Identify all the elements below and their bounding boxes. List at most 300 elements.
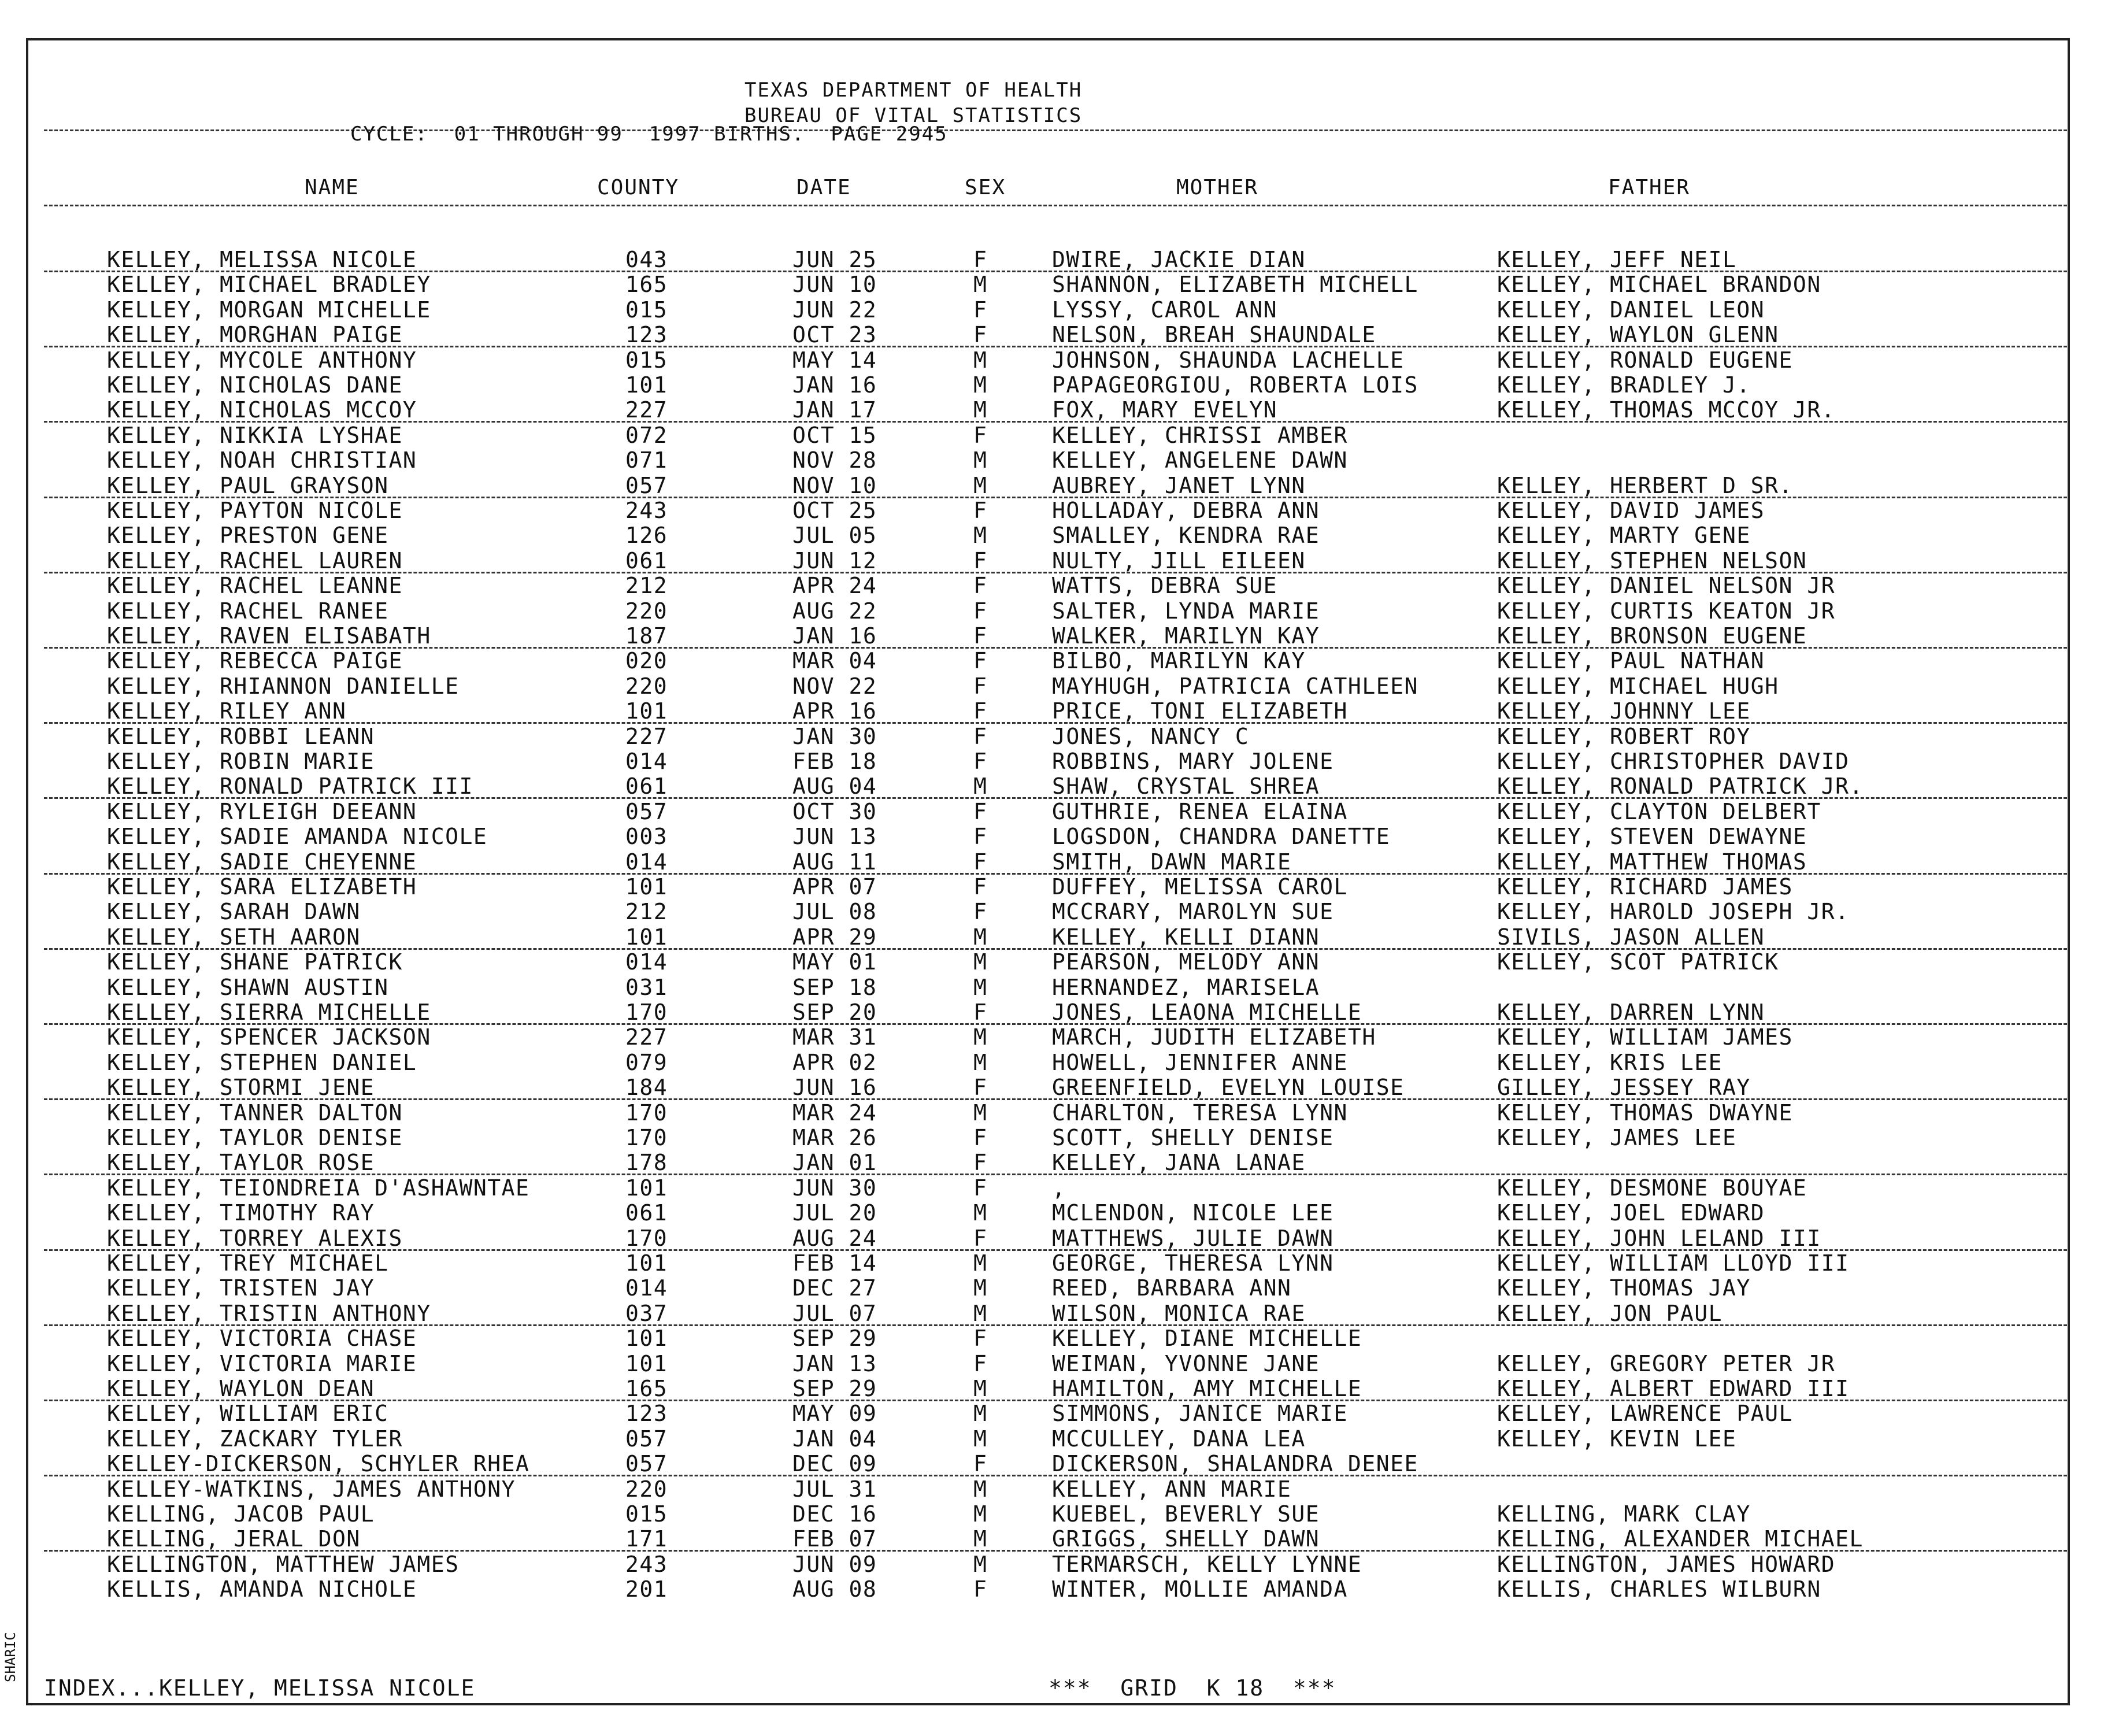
table-row [0, 724, 2104, 749]
cell-date: JUL 31 [792, 1476, 877, 1502]
cell-date: MAY 09 [792, 1401, 877, 1427]
cell-date: DEC 09 [792, 1451, 877, 1477]
cell-name: KELLEY, SHAWN AUSTIN [107, 974, 389, 1000]
cell-county: 061 [625, 773, 668, 799]
cell-county: 101 [625, 1250, 668, 1276]
cell-sex: M [973, 1275, 988, 1301]
table-row [0, 373, 2104, 398]
table-row [0, 298, 2104, 323]
cell-father: KELLEY, MATTHEW THOMAS [1497, 849, 1807, 875]
cell-father: KELLEY, RONALD PATRICK JR. [1497, 773, 1864, 799]
cell-name: KELLEY, SHANE PATRICK [107, 949, 403, 975]
cell-mother: GUTHRIE, RENEA ELAINA [1052, 798, 1348, 824]
cell-mother: REED, BARBARA ANN [1052, 1275, 1292, 1301]
cell-name: KELLEY, PRESTON GENE [107, 523, 389, 549]
cell-mother: TERMARSCH, KELLY LYNNE [1052, 1551, 1362, 1577]
cell-county: 126 [625, 523, 668, 549]
cell-county: 057 [625, 472, 668, 498]
cell-sex: F [973, 1000, 988, 1025]
table-row [0, 423, 2104, 448]
cell-mother: HAMILTON, AMY MICHELLE [1052, 1376, 1362, 1401]
cell-date: JUL 20 [792, 1200, 877, 1226]
cell-date: JUN 16 [792, 1075, 877, 1101]
cell-father: KELLEY, GREGORY PETER JR [1497, 1350, 1836, 1376]
cell-father: KELLEY, JEFF NEIL [1497, 247, 1737, 272]
table-row [0, 1577, 2104, 1602]
cell-mother: FOX, MARY EVELYN [1052, 397, 1278, 423]
cell-name: KELLEY-DICKERSON, SCHYLER RHEA [107, 1451, 530, 1477]
cell-father: KELLEY, PAUL NATHAN [1497, 648, 1765, 674]
column-header-mother: MOTHER [1176, 176, 1259, 199]
cell-name: KELLEY, WILLIAM ERIC [107, 1401, 389, 1427]
cell-county: 170 [625, 1000, 668, 1025]
cell-father: KELLEY, DANIEL NELSON JR [1497, 573, 1836, 599]
cell-mother: DWIRE, JACKIE DIAN [1052, 247, 1306, 272]
table-row [0, 348, 2104, 373]
cell-county: 170 [625, 1225, 668, 1251]
cell-sex: F [973, 824, 988, 850]
cell-father: KELLEY, JOHNNY LEE [1497, 698, 1751, 724]
cell-sex: F [973, 322, 988, 348]
cell-date: JUL 08 [792, 899, 877, 925]
table-row [0, 1452, 2104, 1476]
cell-father: KELLEY, JAMES LEE [1497, 1125, 1737, 1150]
cell-father: KELLEY, ROBERT ROY [1497, 723, 1751, 749]
cell-county: 165 [625, 272, 668, 298]
cell-mother: HERNANDEZ, MARISELA [1052, 974, 1320, 1000]
cell-mother: MCLENDON, NICOLE LEE [1052, 1200, 1334, 1226]
cell-sex: F [973, 1350, 988, 1376]
table-row [0, 774, 2104, 799]
cell-father: KELLINGTON, JAMES HOWARD [1497, 1551, 1836, 1577]
cell-date: OCT 25 [792, 498, 877, 523]
cell-mother: KELLEY, CHRISSI AMBER [1052, 422, 1348, 448]
cell-mother: JOHNSON, SHAUNDA LACHELLE [1052, 347, 1405, 373]
cell-county: 212 [625, 573, 668, 599]
cell-mother: PEARSON, MELODY ANN [1052, 949, 1320, 975]
cell-mother: KELLEY, ANGELENE DAWN [1052, 447, 1348, 473]
cell-father: KELLEY, WILLIAM LLOYD III [1497, 1250, 1850, 1276]
cell-county: 015 [625, 297, 668, 323]
cell-county: 178 [625, 1150, 668, 1176]
cell-sex: M [973, 1300, 988, 1326]
cell-date: AUG 22 [792, 598, 877, 624]
cell-date: APR 29 [792, 924, 877, 950]
cell-sex: F [973, 648, 988, 674]
cell-sex: M [973, 1501, 988, 1527]
cell-name: KELLEY, TRISTIN ANTHONY [107, 1300, 431, 1326]
cell-sex: M [973, 523, 988, 549]
cell-mother: MAYHUGH, PATRICIA CATHLEEN [1052, 673, 1418, 699]
cell-sex: F [973, 297, 988, 323]
table-row [0, 1427, 2104, 1452]
cell-father: KELLEY, SCOT PATRICK [1497, 949, 1779, 975]
cell-mother: SCOTT, SHELLY DENISE [1052, 1125, 1334, 1150]
cell-date: MAY 01 [792, 949, 877, 975]
cell-sex: M [973, 1200, 988, 1226]
table-row [0, 1251, 2104, 1276]
cell-sex: F [973, 547, 988, 573]
table-row [0, 975, 2104, 1000]
cell-mother: HOWELL, JENNIFER ANNE [1052, 1049, 1348, 1075]
cell-date: DEC 27 [792, 1275, 877, 1301]
table-row [0, 323, 2104, 347]
cell-name: KELLEY, MORGHAN PAIGE [107, 322, 403, 348]
cell-father: KELLEY, THOMAS MCCOY JR. [1497, 397, 1836, 423]
cell-father: KELLEY, KEVIN LEE [1497, 1426, 1737, 1452]
cell-father: KELLEY, ALBERT EDWARD III [1497, 1376, 1850, 1401]
cell-mother: MCCULLEY, DANA LEA [1052, 1426, 1306, 1452]
cell-mother: PAPAGEORGIOU, ROBERTA LOIS [1052, 372, 1418, 398]
cell-date: OCT 23 [792, 322, 877, 348]
cell-father: KELLEY, HERBERT D SR. [1497, 472, 1793, 498]
cell-father: KELLEY, CLAYTON DELBERT [1497, 798, 1821, 824]
cell-father: KELLEY, WILLIAM JAMES [1497, 1024, 1793, 1050]
table-row [0, 1376, 2104, 1401]
cell-sex: F [973, 698, 988, 724]
cell-name: KELLEY, TRISTEN JAY [107, 1275, 375, 1301]
table-row [0, 1101, 2104, 1126]
cell-county: 187 [625, 623, 668, 649]
cell-county: 003 [625, 824, 668, 850]
table-row [0, 824, 2104, 849]
table-row [0, 498, 2104, 523]
cell-county: 015 [625, 347, 668, 373]
table-row [0, 850, 2104, 875]
cell-date: SEP 29 [792, 1326, 877, 1352]
cell-county: 101 [625, 698, 668, 724]
table-row [0, 925, 2104, 950]
cell-name: KELLEY, RHIANNON DANIELLE [107, 673, 460, 699]
cell-mother: PRICE, TONI ELIZABETH [1052, 698, 1348, 724]
table-row [0, 1527, 2104, 1552]
cell-name: KELLEY, NOAH CHRISTIAN [107, 447, 417, 473]
cell-father: KELLEY, MICHAEL HUGH [1497, 673, 1779, 699]
cell-sex: M [973, 272, 988, 298]
table-row [0, 1176, 2104, 1201]
cell-name: KELLEY, MICHAEL BRADLEY [107, 272, 431, 298]
cell-county: 014 [625, 749, 668, 774]
cell-name: KELLEY, ZACKARY TYLER [107, 1426, 403, 1452]
cell-date: SEP 18 [792, 974, 877, 1000]
cell-county: 015 [625, 1501, 668, 1527]
cell-mother: , [1052, 1175, 1066, 1201]
cell-sex: F [973, 623, 988, 649]
cell-date: MAR 24 [792, 1100, 877, 1126]
cell-name: KELLEY, RACHEL LAUREN [107, 547, 403, 573]
cell-name: KELLEY, ROBIN MARIE [107, 749, 375, 774]
cell-date: JAN 30 [792, 723, 877, 749]
cell-date: APR 02 [792, 1049, 877, 1075]
cell-name: KELLEY, RACHEL RANEE [107, 598, 389, 624]
table-row [0, 473, 2104, 498]
table-row [0, 699, 2104, 724]
cell-county: 072 [625, 422, 668, 448]
cell-county: 079 [625, 1049, 668, 1075]
cell-name: KELLEY, SARA ELIZABETH [107, 874, 417, 900]
cell-father: KELLEY, MARTY GENE [1497, 523, 1751, 549]
table-row [0, 950, 2104, 975]
cell-county: 123 [625, 322, 668, 348]
cell-date: APR 16 [792, 698, 877, 724]
cell-sex: M [973, 1426, 988, 1452]
cell-sex: M [973, 1250, 988, 1276]
cell-county: 101 [625, 924, 668, 950]
cell-date: JUL 07 [792, 1300, 877, 1326]
cell-date: JAN 16 [792, 372, 877, 398]
table-row [0, 649, 2104, 673]
cell-mother: LOGSDON, CHANDRA DANETTE [1052, 824, 1391, 850]
column-header-name: NAME [305, 176, 360, 199]
cell-sex: F [973, 1150, 988, 1176]
table-row [0, 1477, 2104, 1502]
cell-sex: M [973, 347, 988, 373]
cell-father: KELLEY, STEPHEN NELSON [1497, 547, 1807, 573]
cell-county: 057 [625, 798, 668, 824]
cell-mother: CHARLTON, TERESA LYNN [1052, 1100, 1348, 1126]
cell-county: 061 [625, 547, 668, 573]
cell-county: 165 [625, 1376, 668, 1401]
cell-county: 057 [625, 1451, 668, 1477]
cell-county: 170 [625, 1125, 668, 1150]
cell-sex: F [973, 673, 988, 699]
cell-father: GILLEY, JESSEY RAY [1497, 1075, 1751, 1101]
table-row [0, 1552, 2104, 1577]
cell-name: KELLEY, MORGAN MICHELLE [107, 297, 431, 323]
cell-sex: F [973, 1175, 988, 1201]
cell-sex: F [973, 849, 988, 875]
cell-name: KELLEY, REBECCA PAIGE [107, 648, 403, 674]
cell-mother: NELSON, BREAH SHAUNDALE [1052, 322, 1376, 348]
cell-name: KELLEY, NICHOLAS DANE [107, 372, 403, 398]
table-row [0, 1050, 2104, 1075]
cell-date: MAR 26 [792, 1125, 877, 1150]
cell-mother: DICKERSON, SHALANDRA DENEE [1052, 1451, 1418, 1477]
cell-date: DEC 16 [792, 1501, 877, 1527]
cell-county: 057 [625, 1426, 668, 1452]
cell-sex: F [973, 573, 988, 599]
cell-name: KELLIS, AMANDA NICHOLE [107, 1576, 417, 1602]
table-row [0, 1326, 2104, 1351]
cell-father: KELLIS, CHARLES WILBURN [1497, 1576, 1821, 1602]
table-row [0, 1352, 2104, 1376]
cell-father: KELLEY, STEVEN DEWAYNE [1497, 824, 1807, 850]
cell-name: KELLEY, TREY MICHAEL [107, 1250, 389, 1276]
cell-sex: M [973, 1024, 988, 1050]
cell-name: KELLEY, NICHOLAS MCCOY [107, 397, 417, 423]
table-row [0, 799, 2104, 824]
cell-sex: M [973, 1376, 988, 1401]
cell-mother: KELLEY, KELLI DIANN [1052, 924, 1320, 950]
cell-county: 220 [625, 598, 668, 624]
column-header-date: DATE [797, 176, 851, 199]
cell-sex: M [973, 949, 988, 975]
cell-sex: F [973, 749, 988, 774]
cell-father: KELLEY, JOEL EDWARD [1497, 1200, 1765, 1226]
cell-mother: NULTY, JILL EILEEN [1052, 547, 1306, 573]
cell-county: 101 [625, 1175, 668, 1201]
cell-mother: KELLEY, ANN MARIE [1052, 1476, 1292, 1502]
cell-date: JAN 01 [792, 1150, 877, 1176]
cell-name: KELLEY, STEPHEN DANIEL [107, 1049, 417, 1075]
cell-name: KELLEY, RACHEL LEANNE [107, 573, 403, 599]
cell-father: KELLEY, THOMAS DWAYNE [1497, 1100, 1793, 1126]
cell-name: KELLEY, SPENCER JACKSON [107, 1024, 431, 1050]
cell-father: KELLEY, DESMONE BOUYAE [1497, 1175, 1807, 1201]
cell-sex: F [973, 874, 988, 900]
table-row [0, 398, 2104, 423]
table-row [0, 523, 2104, 548]
cell-date: JUN 13 [792, 824, 877, 850]
cell-name: KELLEY, TANNER DALTON [107, 1100, 403, 1126]
cell-father: KELLEY, BRONSON EUGENE [1497, 623, 1807, 649]
cell-date: NOV 22 [792, 673, 877, 699]
cell-name: KELLEY, TAYLOR ROSE [107, 1150, 375, 1176]
cell-date: APR 07 [792, 874, 877, 900]
cell-sex: F [973, 899, 988, 925]
cell-father: KELLEY, DARREN LYNN [1497, 1000, 1765, 1025]
cycle-line: CYCLE: 01 THROUGH 99 1997 BIRTHS. PAGE 2945 [350, 123, 948, 146]
cell-date: NOV 10 [792, 472, 877, 498]
cell-mother: KUEBEL, BEVERLY SUE [1052, 1501, 1320, 1527]
cell-county: 014 [625, 949, 668, 975]
cell-date: MAR 31 [792, 1024, 877, 1050]
cell-name: KELLEY, SIERRA MICHELLE [107, 1000, 431, 1025]
cell-father: KELLEY, DAVID JAMES [1497, 498, 1765, 523]
cell-county: 101 [625, 874, 668, 900]
cell-name: KELLEY, STORMI JENE [107, 1075, 375, 1101]
cell-name: KELLEY, SARAH DAWN [107, 899, 361, 925]
cell-date: OCT 30 [792, 798, 877, 824]
cell-sex: F [973, 1451, 988, 1477]
table-row [0, 1201, 2104, 1226]
cell-sex: F [973, 798, 988, 824]
cell-date: AUG 08 [792, 1576, 877, 1602]
cell-date: JAN 04 [792, 1426, 877, 1452]
cell-father: KELLEY, JON PAUL [1497, 1300, 1723, 1326]
cell-mother: WEIMAN, YVONNE JANE [1052, 1350, 1320, 1376]
table-row [0, 247, 2104, 272]
cell-mother: WILSON, MONICA RAE [1052, 1300, 1306, 1326]
cell-county: 243 [625, 1551, 668, 1577]
cell-mother: SIMMONS, JANICE MARIE [1052, 1401, 1348, 1427]
cell-date: SEP 29 [792, 1376, 877, 1401]
column-header-sex: SEX [965, 176, 1006, 199]
table-row [0, 674, 2104, 699]
cell-sex: M [973, 1526, 988, 1552]
cell-father: KELLEY, LAWRENCE PAUL [1497, 1401, 1793, 1427]
cell-sex: M [973, 974, 988, 1000]
cell-date: JUN 25 [792, 247, 877, 272]
cell-father: KELLEY, DANIEL LEON [1497, 297, 1765, 323]
table-row [0, 448, 2104, 473]
cell-mother: WALKER, MARILYN KAY [1052, 623, 1320, 649]
cell-county: 170 [625, 1100, 668, 1126]
cell-name: KELLEY, RILEY ANN [107, 698, 347, 724]
table-row [0, 1075, 2104, 1100]
cell-county: 243 [625, 498, 668, 523]
cell-county: 101 [625, 1326, 668, 1352]
grid-label: *** GRID K 18 *** [1049, 1675, 1336, 1701]
cell-date: JAN 17 [792, 397, 877, 423]
table-row [0, 549, 2104, 573]
table-row [0, 573, 2104, 598]
cell-mother: GRIGGS, SHELLY DAWN [1052, 1526, 1320, 1552]
cell-name: KELLEY, MELISSA NICOLE [107, 247, 417, 272]
cell-mother: AUBREY, JANET LYNN [1052, 472, 1306, 498]
cell-father: KELLEY, KRIS LEE [1497, 1049, 1723, 1075]
cell-mother: DUFFEY, MELISSA CAROL [1052, 874, 1348, 900]
cell-name: KELLEY, RONALD PATRICK III [107, 773, 473, 799]
cell-date: MAR 04 [792, 648, 877, 674]
cell-sex: M [973, 447, 988, 473]
table-row [0, 900, 2104, 924]
cell-name: KELLEY, MYCOLE ANTHONY [107, 347, 417, 373]
cell-father: SIVILS, JASON ALLEN [1497, 924, 1765, 950]
cell-name: KELLEY, PAYTON NICOLE [107, 498, 403, 523]
cell-name: KELLEY, TAYLOR DENISE [107, 1125, 403, 1150]
cell-county: 020 [625, 648, 668, 674]
cell-father: KELLEY, MICHAEL BRANDON [1497, 272, 1821, 298]
cell-date: MAY 14 [792, 347, 877, 373]
cell-date: SEP 20 [792, 1000, 877, 1025]
cell-father: KELLEY, JOHN LELAND III [1497, 1225, 1821, 1251]
cell-name: KELLEY, TEIONDREIA D'ASHAWNTAE [107, 1175, 530, 1201]
cell-sex: M [973, 924, 988, 950]
cell-county: 101 [625, 372, 668, 398]
cell-sex: F [973, 422, 988, 448]
cell-sex: M [973, 372, 988, 398]
cell-name: KELLING, JACOB PAUL [107, 1501, 375, 1527]
cell-mother: JONES, LEAONA MICHELLE [1052, 1000, 1362, 1025]
cell-sex: M [973, 397, 988, 423]
cell-name: KELLEY, SETH AARON [107, 924, 361, 950]
cell-name: KELLEY, ROBBI LEANN [107, 723, 375, 749]
cell-date: JUN 09 [792, 1551, 877, 1577]
cell-date: NOV 28 [792, 447, 877, 473]
cell-county: 061 [625, 1200, 668, 1226]
cell-county: 037 [625, 1300, 668, 1326]
cell-mother: WATTS, DEBRA SUE [1052, 573, 1278, 599]
cell-name: KELLEY, PAUL GRAYSON [107, 472, 389, 498]
index-label: INDEX...KELLEY, MELISSA NICOLE [44, 1675, 476, 1701]
cell-name: KELLING, JERAL DON [107, 1526, 361, 1552]
cell-county: 101 [625, 1350, 668, 1376]
cell-father: KELLEY, BRADLEY J. [1497, 372, 1751, 398]
cell-date: AUG 04 [792, 773, 877, 799]
table-row [0, 1025, 2104, 1050]
cell-mother: SHAW, CRYSTAL SHREA [1052, 773, 1320, 799]
cell-father: KELLEY, RONALD EUGENE [1497, 347, 1793, 373]
cell-date: JUL 05 [792, 523, 877, 549]
table-row [0, 1502, 2104, 1527]
cell-sex: M [973, 1476, 988, 1502]
cell-date: AUG 24 [792, 1225, 877, 1251]
column-header-divider [44, 205, 2067, 206]
cell-county: 184 [625, 1075, 668, 1101]
cell-sex: M [973, 773, 988, 799]
cell-sex: F [973, 247, 988, 272]
cell-county: 071 [625, 447, 668, 473]
cell-mother: JONES, NANCY C [1052, 723, 1250, 749]
cell-sex: M [973, 1551, 988, 1577]
cell-sex: F [973, 723, 988, 749]
cell-name: KELLEY, SADIE CHEYENNE [107, 849, 417, 875]
cell-mother: SMITH, DAWN MARIE [1052, 849, 1292, 875]
cell-father: KELLEY, CURTIS KEATON JR [1497, 598, 1836, 624]
cell-father: KELLEY, THOMAS JAY [1497, 1275, 1751, 1301]
cell-name: KELLEY, VICTORIA CHASE [107, 1326, 417, 1352]
